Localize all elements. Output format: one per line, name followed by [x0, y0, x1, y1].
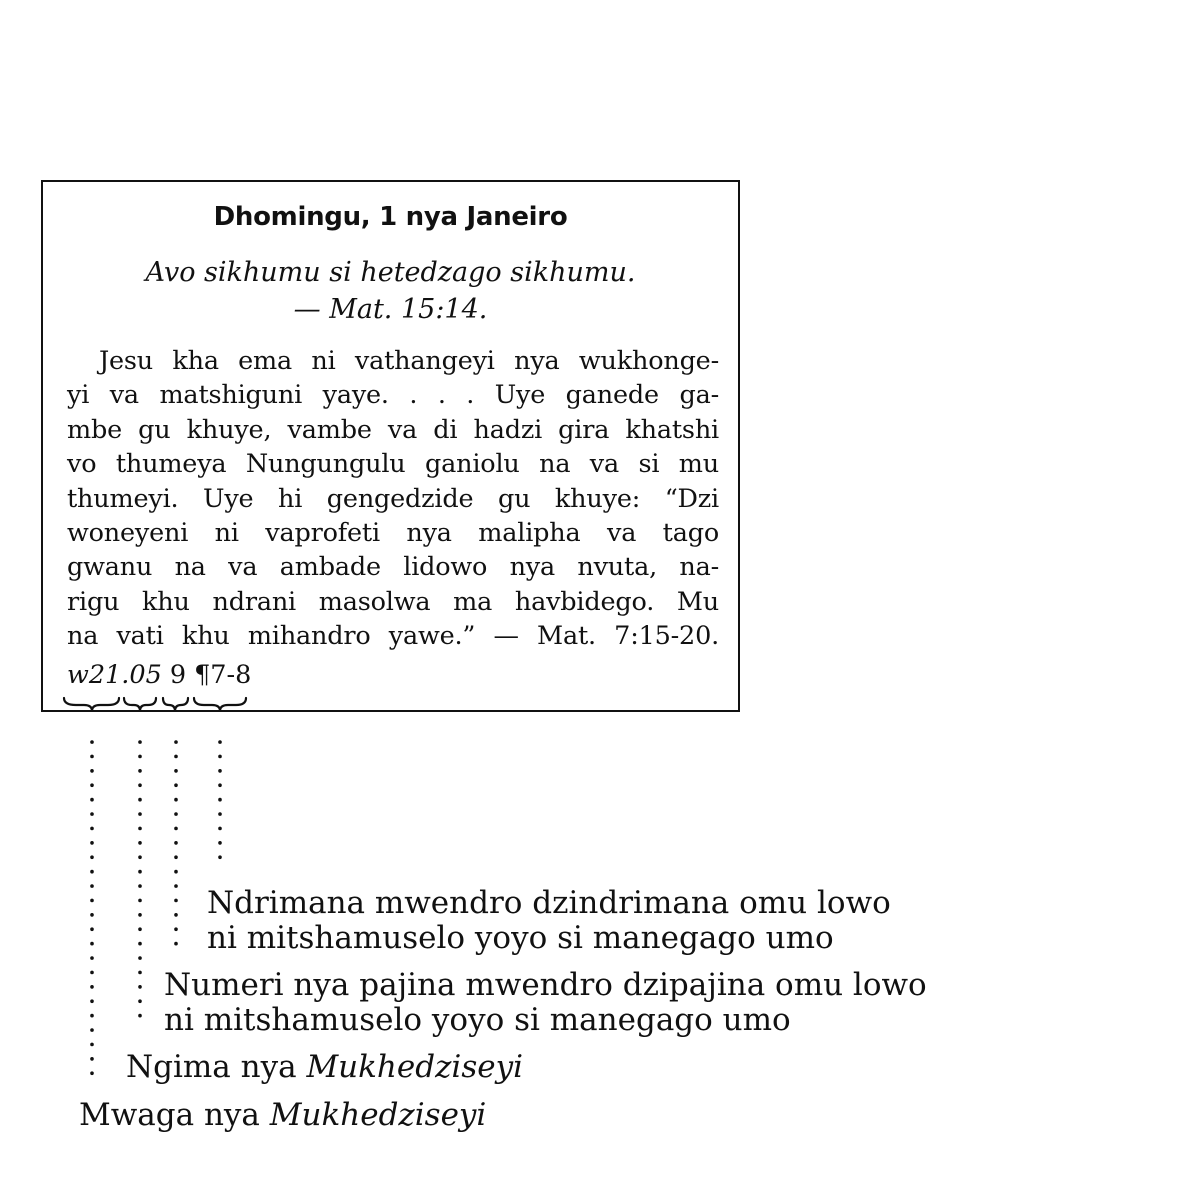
brace-paragraph: [194, 698, 246, 711]
brace-page: [163, 698, 188, 711]
legend-paragraph-line: ni mitshamuselo yoyo si manegago umo: [207, 920, 834, 956]
legend-year: [79, 1098, 486, 1133]
legend-issue: [126, 1050, 523, 1085]
brace-issue: [124, 698, 156, 711]
legend-paragraph: [207, 886, 891, 956]
commentary-line: woneyeni ni vaprofeti nya malipha va tago: [67, 517, 719, 548]
legend-issue-prefix: Ngima nya: [126, 1049, 297, 1085]
legend-year-prefix: Mwaga nya: [79, 1097, 260, 1133]
commentary-line: na vati khu mihandro yawe.” — Mat. 7:15-20.: [67, 621, 719, 652]
legend-page: [164, 968, 927, 1038]
commentary-line: vo thumeya Nungungulu ganiolu na va si mu: [67, 449, 719, 480]
legend-issue-publication: Mukhedziseyi: [306, 1049, 524, 1085]
reference-page: 9: [169, 660, 187, 690]
legend-page-line: Numeri nya pajina mwendro dzipajina omu lowo: [164, 967, 927, 1003]
legend-paragraph-line: Ndrimana mwendro dzindrimana omu lowo: [207, 885, 891, 921]
legend-year-publication: Mukhedziseyi: [269, 1097, 487, 1133]
brace-year: [64, 698, 119, 711]
theme-verse-text: Avo sikhumu si hetedzago sikhumu.: [145, 257, 636, 288]
reference-issue: w21.05: [67, 660, 162, 690]
commentary-line: gwanu na va ambade lidowo nya nvuta, na-: [67, 552, 719, 583]
commentary-line: thumeyi. Uye hi gengedzide gu khuye: “Dzi: [67, 483, 719, 514]
date-heading: Dhomingu, 1 nya Janeiro: [213, 202, 568, 232]
theme-verse-citation: — Mat. 15:14.: [293, 294, 488, 325]
commentary-line: mbe gu khuye, vambe va di hadzi gira khatshi: [67, 414, 719, 445]
legend-page-line: ni mitshamuselo yoyo si manegago umo: [164, 1002, 791, 1038]
commentary-line: Jesu kha ema ni vathangeyi nya wukhonge-: [99, 346, 719, 376]
reference-paragraph: ¶7-8: [194, 660, 252, 690]
commentary-line: yi va matshiguni yaye. . . . Uye ganede ga-: [67, 380, 719, 411]
commentary-line: rigu khu ndrani masolwa ma havbidego. Mu: [67, 586, 719, 617]
